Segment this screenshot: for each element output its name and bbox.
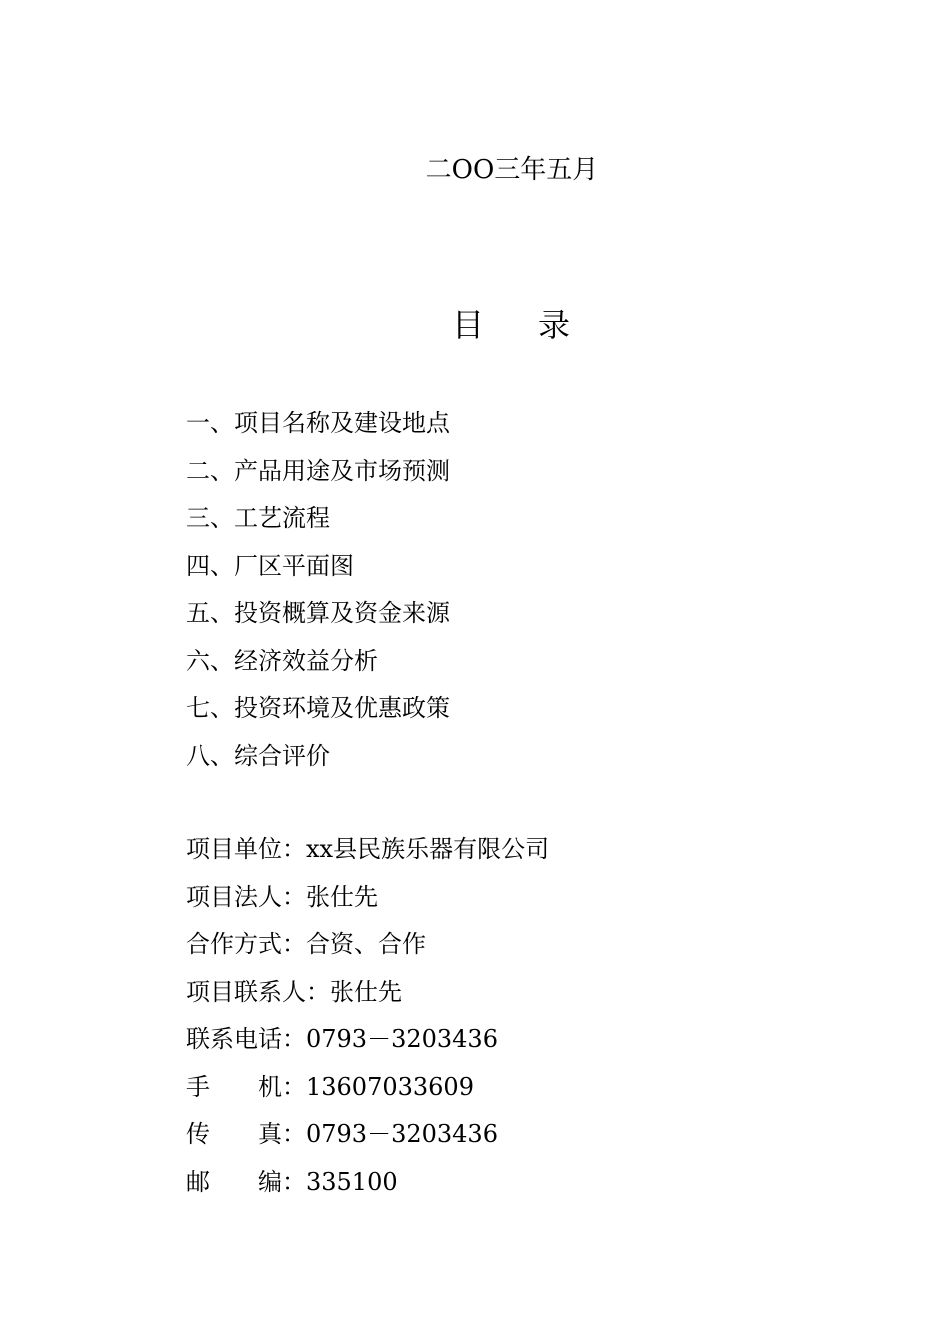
toc-heading-char-1: 目 — [451, 306, 486, 344]
coop-label: 合作方式 — [186, 930, 282, 958]
mobile-value: 13607033609 — [306, 1072, 474, 1101]
info-row-fax — [186, 1111, 549, 1159]
contact-label: 项目联系人 — [186, 977, 306, 1006]
project-info — [186, 826, 549, 1206]
colon: ： — [282, 1120, 306, 1148]
toc-heading — [0, 302, 950, 348]
document-date: 二OO三年五月 — [425, 155, 599, 185]
colon: ： — [282, 1072, 306, 1101]
phone-value: 0793－3203436 — [306, 1025, 498, 1053]
zip-label — [186, 1159, 282, 1207]
info-row-unit — [186, 826, 549, 874]
colon: ： — [282, 882, 306, 911]
toc-item: 八、综合评价 — [186, 741, 330, 770]
info-row-phone — [186, 1016, 549, 1064]
coop-value: 合资、合作 — [306, 930, 426, 958]
fax-label — [186, 1111, 282, 1159]
toc-item: 一、项目名称及建设地点 — [186, 409, 450, 437]
fax-value: 0793－3203436 — [306, 1120, 498, 1148]
mobile-label — [186, 1064, 282, 1112]
toc-item: 四、厂区平面图 — [186, 551, 354, 580]
info-row-mobile — [186, 1064, 549, 1112]
info-row-zip — [186, 1159, 549, 1207]
zip-value: 335100 — [306, 1167, 398, 1196]
colon: ： — [282, 1025, 306, 1053]
toc-item: 三、工艺流程 — [186, 504, 330, 532]
toc-item: 六、经济效益分析 — [186, 646, 378, 675]
colon: ： — [282, 835, 306, 863]
info-row-contact — [186, 969, 549, 1017]
colon: ： — [282, 1167, 306, 1196]
toc-item: 七、投资环境及优惠政策 — [186, 694, 450, 722]
unit-label: 项目单位 — [186, 835, 282, 863]
toc-item: 二、产品用途及市场预测 — [186, 456, 450, 485]
legal-value: 张仕先 — [306, 882, 378, 911]
mobile-label-char-2: 机 — [258, 1072, 282, 1101]
phone-label: 联系电话 — [186, 1025, 282, 1053]
mobile-label-char-1: 手 — [186, 1072, 210, 1101]
colon: ： — [306, 977, 330, 1006]
zip-label-char-2: 编 — [258, 1167, 282, 1196]
fax-label-char-2: 真 — [258, 1120, 282, 1148]
info-row-coop — [186, 921, 549, 969]
unit-value: xx县民族乐器有限公司 — [306, 835, 550, 863]
toc-list — [186, 400, 450, 780]
contact-value: 张仕先 — [330, 977, 402, 1006]
legal-label: 项目法人 — [186, 882, 282, 911]
fax-label-char-1: 传 — [186, 1120, 210, 1148]
colon: ： — [282, 930, 306, 958]
toc-item: 五、投资概算及资金来源 — [186, 599, 450, 627]
toc-heading-char-2: 录 — [538, 306, 573, 344]
zip-label-char-1: 邮 — [186, 1167, 210, 1196]
info-row-legal — [186, 874, 549, 922]
